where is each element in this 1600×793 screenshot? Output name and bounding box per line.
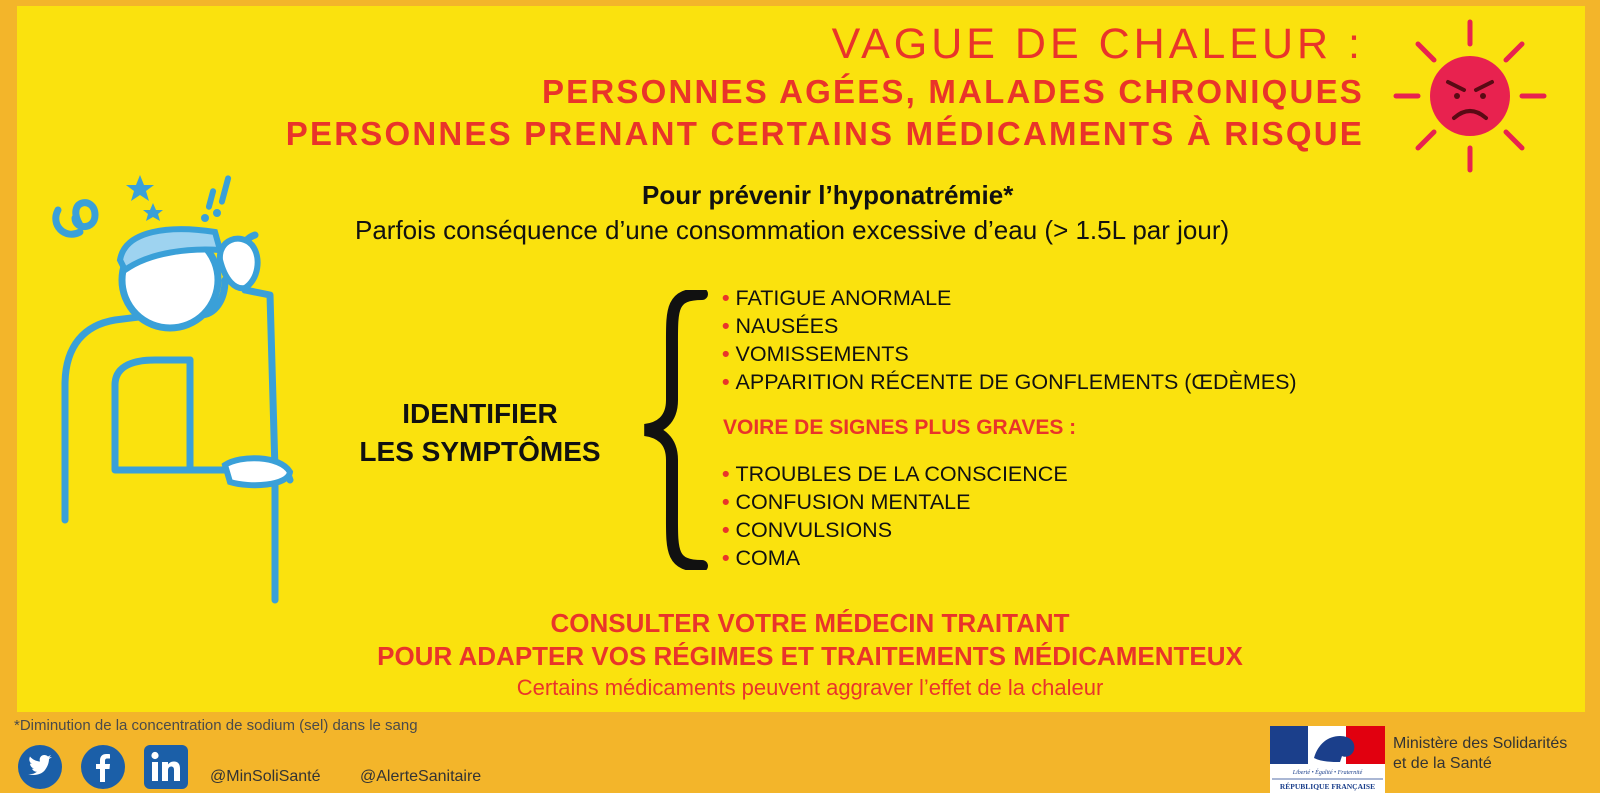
ministry-line-1: Ministère des Solidarités — [1393, 735, 1568, 752]
twitter-icon[interactable] — [17, 744, 63, 790]
list-item — [722, 544, 1068, 572]
symptom-list-grave — [722, 460, 1068, 572]
list-item — [722, 368, 1297, 396]
list-item — [722, 312, 1297, 340]
bullet: • — [722, 490, 730, 514]
header-subtitle-2: PERSONNES PRENANT CERTAINS MÉDICAMENTS À RISQUE — [285, 115, 1364, 152]
list-item — [722, 460, 1068, 488]
grave-signs-heading: VOIRE DE SIGNES PLUS GRAVES : — [723, 416, 1077, 439]
linkedin-icon[interactable] — [143, 744, 189, 790]
list-item — [722, 284, 1297, 312]
alert-handle[interactable]: @AlerteSanitaire — [360, 768, 482, 785]
bullet: • — [722, 342, 730, 366]
bullet: • — [722, 518, 730, 542]
ministry-line-2: et de la Santé — [1393, 755, 1492, 772]
list-item — [722, 340, 1297, 368]
dizzy-elderly-person-icon — [40, 170, 320, 630]
symptom-text: APPARITION RÉCENTE DE GONFLEMENTS (ŒDÈMES) — [735, 370, 1297, 394]
prevention-title: Pour prévenir l’hyponatrémie* — [642, 180, 1014, 210]
logo-republic: RÉPUBLIQUE FRANÇAISE — [1279, 782, 1376, 791]
ministry-name — [1393, 734, 1567, 774]
marianne-logo — [1270, 726, 1385, 793]
prevention-subtitle: Parfois conséquence d’une consommation excessive d’eau (> 1.5L par jour) — [355, 215, 1230, 245]
identify-line-1: IDENTIFIER — [402, 398, 558, 429]
identify-symptoms-label — [345, 395, 615, 471]
bullet: • — [722, 546, 730, 570]
identify-line-2: LES SYMPTÔMES — [359, 436, 601, 467]
bullet: • — [722, 314, 730, 338]
bullet: • — [722, 462, 730, 486]
symptom-text: FATIGUE ANORMALE — [735, 286, 952, 310]
header-title: VAGUE DE CHALEUR : — [831, 20, 1364, 68]
logo-motto: Liberté • Égalité • Fraternité — [1292, 770, 1363, 776]
curly-brace — [640, 290, 710, 570]
symptom-text: COMA — [735, 546, 801, 570]
list-item — [722, 516, 1068, 544]
advice-line-1: CONSULTER VOTRE MÉDECIN TRAITANT — [550, 608, 1070, 638]
advice-line-3: Certains médicaments peuvent aggraver l’effet de la chaleur — [516, 675, 1104, 700]
advice-line-2: POUR ADAPTER VOS RÉGIMES ET TRAITEMENTS MÉDICAMENTEUX — [377, 641, 1243, 671]
symptom-list-common — [722, 284, 1297, 396]
symptom-text: TROUBLES DE LA CONSCIENCE — [735, 462, 1068, 486]
symptom-text: CONFUSION MENTALE — [735, 490, 971, 514]
angry-sun-icon — [1390, 16, 1550, 176]
footnote: *Diminution de la concentration de sodium (sel) dans le sang — [14, 717, 418, 734]
header-subtitle-1: PERSONNES AGÉES, MALADES CHRONIQUES — [541, 73, 1364, 110]
symptom-text: CONVULSIONS — [735, 518, 893, 542]
ministry-handle[interactable]: @MinSoliSanté — [210, 768, 321, 785]
list-item — [722, 488, 1068, 516]
bullet: • — [722, 370, 730, 394]
symptom-text: VOMISSEMENTS — [735, 342, 909, 366]
facebook-icon[interactable] — [80, 744, 126, 790]
symptom-text: NAUSÉES — [735, 314, 839, 338]
bullet: • — [722, 286, 730, 310]
